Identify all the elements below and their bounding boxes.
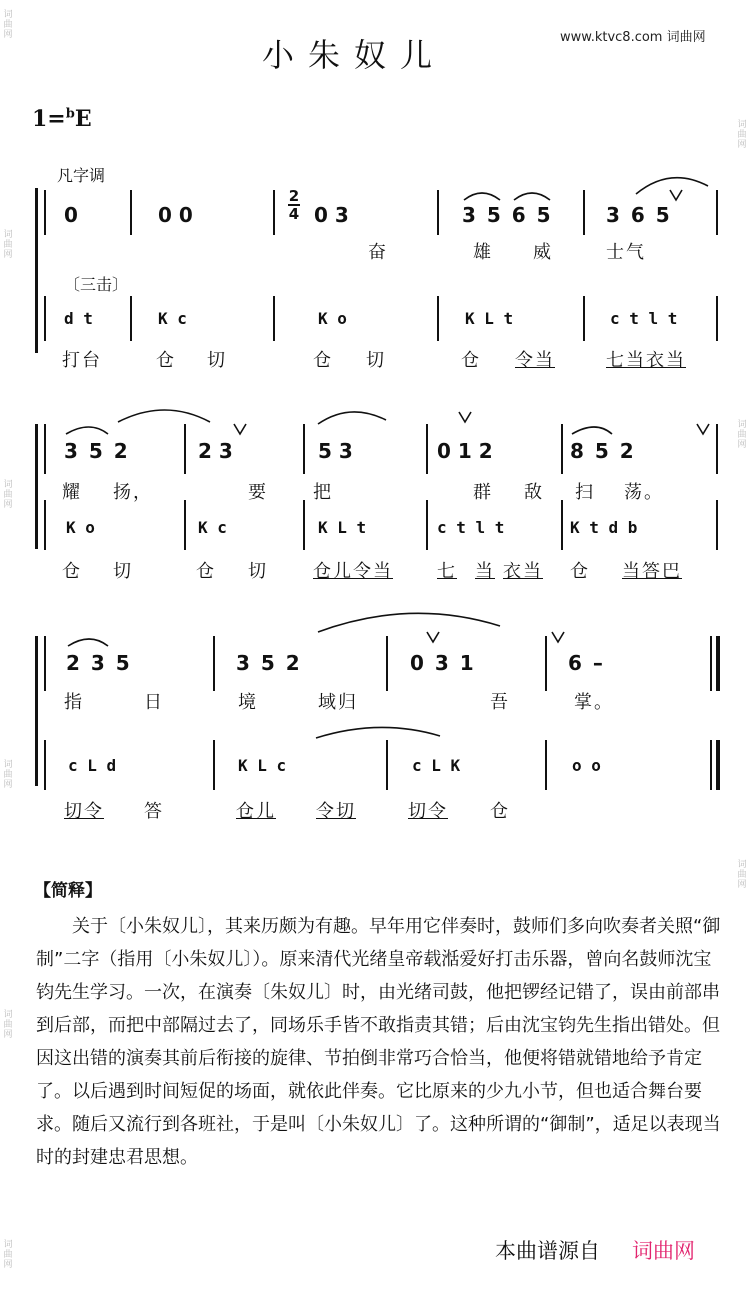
perc-measure: o o	[572, 756, 601, 775]
slur	[464, 193, 500, 200]
slur	[514, 193, 550, 200]
watermark-left-2: 词曲网	[3, 230, 13, 260]
lyric: 荡。	[624, 482, 664, 503]
melody-measure: 3 5 2	[236, 651, 302, 675]
perc-word: 令当	[515, 350, 555, 371]
perc-word: 仓儿	[236, 801, 276, 822]
perc-measure: K c	[158, 309, 187, 328]
slur	[318, 412, 386, 424]
melody-measure: 0 1 2	[437, 439, 493, 463]
watermark-right-1: 词曲网	[737, 120, 747, 150]
breath-mark	[552, 632, 564, 642]
melody-measure: 5 3	[318, 439, 353, 463]
lyric: 群	[473, 482, 493, 503]
perc-word: 仓	[461, 350, 481, 371]
watermark-left-6: 词曲网	[3, 1240, 13, 1270]
lyric: 指	[64, 692, 84, 713]
page-title: 小朱奴儿	[262, 36, 447, 74]
slur	[66, 427, 108, 434]
slur	[636, 178, 708, 194]
melody-measure: 0 3	[314, 203, 349, 227]
perc-measure: c t l t	[610, 309, 678, 328]
perc-word: 当答巴	[622, 561, 682, 582]
lyric: 要	[248, 482, 268, 503]
breath-mark	[670, 190, 682, 200]
perc-word: 仓	[156, 350, 176, 371]
perc-measure: K o	[318, 309, 347, 328]
breath-mark	[234, 424, 246, 434]
breath-mark	[427, 632, 439, 642]
site-url[interactable]: www.ktvc8.com 词曲网	[560, 30, 706, 45]
breath-mark	[697, 424, 709, 434]
time-signature: 2 4	[288, 187, 300, 223]
melody-measure: 2 3	[198, 439, 233, 463]
perc-measure: K c	[198, 518, 227, 537]
lyric: 士气	[606, 242, 646, 263]
perc-word: 仓	[313, 350, 333, 371]
slur	[318, 613, 500, 632]
perc-word: 七	[437, 561, 457, 582]
slur	[118, 410, 210, 422]
perc-word: 切	[207, 350, 227, 371]
perc-word: 当	[475, 561, 495, 582]
lyric: 吾	[490, 692, 510, 713]
footer-brand-link[interactable]: 词曲网	[632, 1239, 695, 1263]
melody-measure: 3 5 6 5	[462, 203, 553, 227]
melody-measure: 0 3 1	[410, 651, 476, 675]
perc-word: 仓	[196, 561, 216, 582]
melody-measure: 8 5 2	[570, 439, 636, 463]
mode-label: 凡字调	[57, 166, 106, 185]
lyric: 日	[144, 692, 164, 713]
lyric: 耀	[62, 482, 82, 503]
watermark-right-2: 词曲网	[737, 420, 747, 450]
melody-measure: 0 0	[158, 203, 193, 227]
perc-measure: K L t	[465, 309, 514, 328]
perc-word: 令切	[316, 801, 356, 822]
perc-word: 切	[366, 350, 386, 371]
perc-measure: c t l t	[437, 518, 505, 537]
perc-measure: K L c	[238, 756, 287, 775]
perc-word: 答	[144, 801, 164, 822]
lyric: 扫	[575, 482, 595, 503]
perc-word: 仓儿令当	[313, 561, 393, 582]
melody-measure: 3 6 5	[606, 203, 672, 227]
perc-word: 切令	[408, 801, 448, 822]
melody-measure: 2 3 5	[66, 651, 132, 675]
notes-heading: 【简释】	[34, 881, 102, 901]
key-signature: 1=$^b$E	[32, 106, 92, 132]
explanation-text: 关于〔小朱奴儿〕，其来历颇为有趣。早年用它伴奏时，鼓师们多向吹奏者关照“御制”二字（指用〔小朱奴儿〕）。原来清代光绪皇帝载湉爱好打击乐器，曾向名鼓师沈宝钧先生学习。一次，在演奏〔朱奴儿〕时，由光绪司鼓，他把锣经记错了，误由前部串到后部，而把中部隔过去了，同场乐手皆不敢指责其错；后由沈宝钧先生指出错处。但因这出错的演奏其前后衔接的旋律、节拍倒非常巧合恰当，他便将错就错地给予肯定了。以后遇到时间短促的场面，就依此伴奏。它比原来的少九小节，但也适合舞台要求。随后又流行到各班社，于是叫〔小朱奴儿〕了。这种所谓的“御制”，适足以表现当时的封建忠君思想。	[36, 916, 721, 1168]
perc-word: 仓	[490, 801, 510, 822]
perc-word: 衣当	[503, 561, 543, 582]
watermark-left-3: 词曲网	[3, 480, 13, 510]
perc-word: 七当衣当	[606, 350, 686, 371]
lyric: 雄	[473, 242, 493, 263]
slur	[68, 639, 108, 646]
perc-word: 仓	[62, 561, 82, 582]
percussion-label: 〔三击〕	[64, 275, 129, 294]
lyric: 域归	[318, 692, 358, 713]
lyric: 掌。	[574, 692, 614, 713]
perc-measure: d t	[64, 309, 93, 328]
lyric: 扬，	[113, 482, 153, 503]
watermark-right-3: 词曲网	[737, 860, 747, 890]
breath-mark	[459, 412, 471, 422]
watermark-left-1: 词曲网	[3, 10, 13, 40]
melody-measure: 0	[64, 203, 78, 227]
lyric: 把	[313, 482, 333, 503]
perc-word: 切	[113, 561, 133, 582]
lyric: 敌	[524, 482, 544, 503]
perc-measure: K t d b	[570, 518, 638, 537]
perc-measure: c L d	[68, 756, 117, 775]
footer-source-label: 本曲谱源自	[495, 1239, 600, 1263]
perc-measure: c L K	[412, 756, 461, 775]
melody-measure: 6 –	[568, 651, 605, 675]
slur	[572, 427, 612, 434]
slur	[316, 727, 440, 738]
watermark-left-4: 词曲网	[3, 760, 13, 790]
watermark-left-5: 词曲网	[3, 1010, 13, 1040]
perc-word: 切	[248, 561, 268, 582]
perc-word: 仓	[570, 561, 590, 582]
perc-word: 切令	[64, 801, 104, 822]
melody-measure: 3 5 2	[64, 439, 130, 463]
perc-measure: K o	[66, 518, 95, 537]
perc-measure: K L t	[318, 518, 367, 537]
perc-word: 打台	[62, 350, 102, 371]
lyric: 奋	[368, 242, 388, 263]
lyric: 威	[533, 242, 553, 263]
lyric: 境	[238, 692, 258, 713]
